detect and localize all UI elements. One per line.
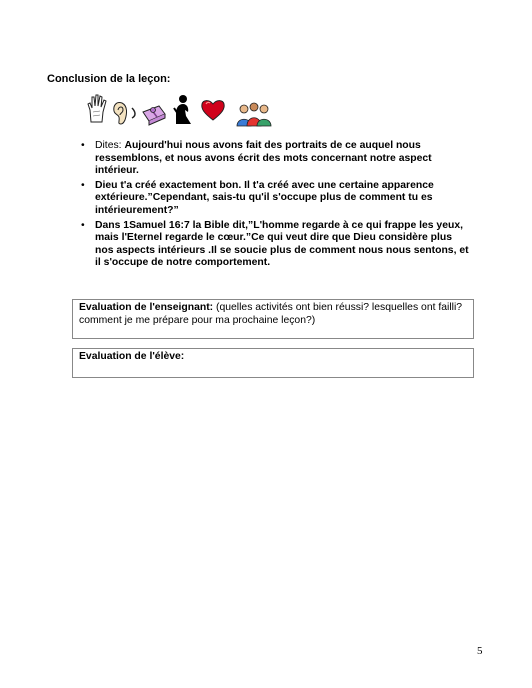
student-evaluation-box[interactable] <box>72 348 474 378</box>
bullet-icon: • <box>81 179 85 191</box>
conclusion-points-list <box>80 140 472 272</box>
bullet-icon: • <box>81 140 85 151</box>
ear-icon <box>111 100 129 126</box>
list-item <box>80 140 472 178</box>
teacher-evaluation-prompt: (quelles activités ont bien réussi? lesquelles ont failli? comment je me prépare pour ma prochaine leçon?) <box>79 302 463 326</box>
section-heading: Conclusion de la leçon: <box>47 73 171 85</box>
page-number: 5 <box>477 645 483 657</box>
gift-icon <box>141 102 167 126</box>
list-item <box>80 220 472 270</box>
point-prefix: Dites: <box>95 140 125 151</box>
teacher-evaluation-label: Evaluation de l'enseignant: <box>79 302 214 313</box>
group-of-people-icon <box>234 102 274 128</box>
teacher-evaluation-box[interactable] <box>72 299 474 339</box>
bullet-icon: • <box>81 219 85 231</box>
hand-icon <box>86 94 108 124</box>
point-text: Dieu t'a créé exactement bon. Il t'a créé avec une certaine apparence extérieure.”Cependant, sais-tu qu'il s'occupe plus de comment tu es intérieurement?” <box>95 179 434 216</box>
student-evaluation-label: Evaluation de l'élève: <box>79 351 185 362</box>
list-item <box>80 180 472 218</box>
heart-icon <box>200 98 226 122</box>
praying-person-icon <box>170 94 194 126</box>
icon-row <box>86 94 286 130</box>
point-text: Aujourd'hui nous avons fait des portraits de ce auquel nous ressemblons, et nous avons écrit des mots concernant notre aspect intérieur. <box>95 140 432 177</box>
point-text: Dans 1Samuel 16:7 la Bible dit,”L'homme regarde à ce qui frappe les yeux, mais l'Eternel regarde le cœur.”Ce qui veut dire que Dieu considère plus nos aspects intérieurs .Il se soucie plus de comment nous nous sentons, et il s'occupe de notre comportement. <box>95 219 469 269</box>
